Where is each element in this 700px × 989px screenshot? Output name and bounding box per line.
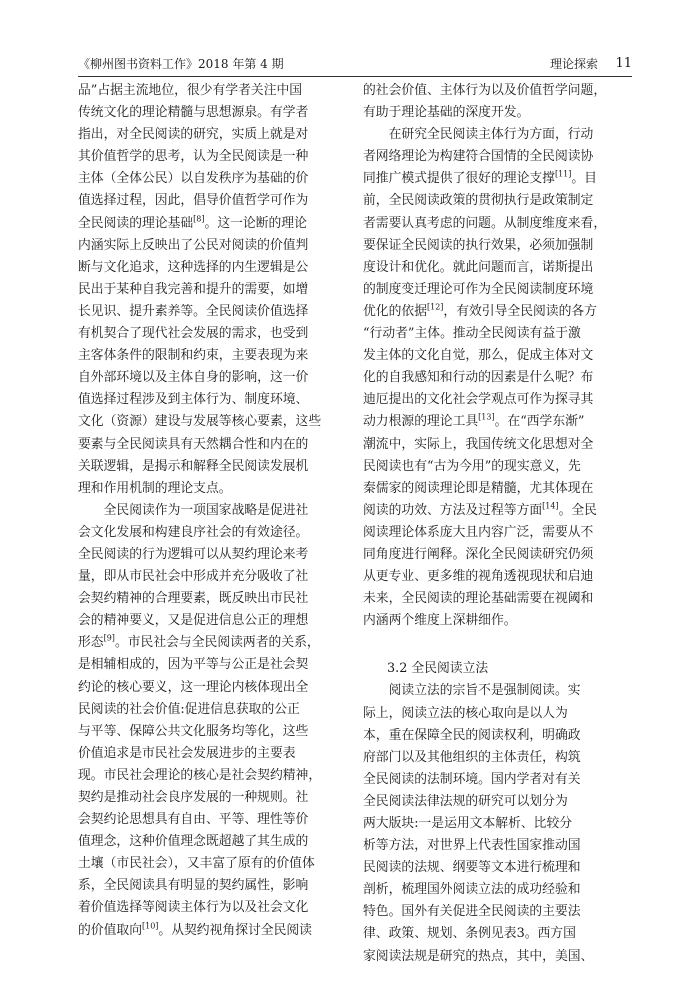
page-number: 11 (615, 56, 632, 71)
paragraph: 的社会价值、主体行为以及价值哲学问题， 有助于理论基础的深度开发。 (363, 83, 607, 121)
text-run: 。在“西学东渐” 潮流中，实际上，我国传统文化思想对全 民阅读也有“古为今用”的现实意义，先 秦儒家的阅读理论即是精髓，尤其体现在 阅读的功效、方法及过程等方面 (363, 414, 594, 518)
text-run: 全民阅读作为一项国家战略是促进社 会文化发展和构建良序社会的有效途径。 全民阅读的行为逻辑可以从契约理论来考 量，即从市民社会中形成并充分吸收了社 会契约精神的合理要素，既反映出市民社 会的精神要义，又是促进信息公正的理想 形态 (78, 502, 309, 651)
text-run: 品”占据主流地位，很少有学者关注中国 传统文化的理论精髓与思想源泉。有学者 指出，对全民阅读的研究，实质上就是对 其价值哲学的思考，认为全民阅读是一种 主体（全体公民）以自发秩序为基础的价 值选择过程，因此，倡导价值哲学可作为 全民阅读的理论基础 (78, 83, 309, 231)
right-column (363, 80, 632, 968)
citation-mark: [9] (103, 634, 115, 644)
paragraph (78, 80, 344, 500)
section-label: 理论探索 (549, 57, 598, 71)
left-column (78, 80, 344, 942)
citation-mark: [14] (542, 501, 559, 511)
text-run: 。目 前，全民阅读政策的贯彻执行是政策制定 者需要认真考虑的问题。从制度维度来看， 要保证全民阅读的执行效果，必须加强制 度设计和优化。就此问题而言，诺斯提出 的制度变迁理论可作为全民阅读制度环境 优化的依据 (363, 171, 607, 319)
paragraph: 阅读立法的宗旨不是强制阅读。实 际上，阅读立法的核心取向是以人为 本，重在保障全民的阅读权利，明确政 府部门以及其他组织的主体责任，构筑 全民阅读的法制环境。国内学者对有关 全民阅读法律法规的研究可以划分为 两大版块:一是运用文本解析、比较分 析等方法，对世界上代表性国家推动国 民阅读的法规、纲要等文本进行梳理和 剖析，梳理国外阅读立法的成功经验和 特色。国外有关促进全民阅读的主要法 律、政策、规划、条例见表3。西方国 家阅读法规是研究的热点，其中，美国、 (363, 683, 594, 964)
text-run: 。全民 阅读理论体系庞大且内容广泛，需要从不 同角度进行阐释。深化全民阅读研究仍须 从更专业、更多维的视角透视现状和启迪 未来，全民阅读的理论基础需要在视阈和 内涵两个维度上深耕细作。 (363, 502, 597, 629)
citation-mark: [8] (193, 214, 205, 224)
section-heading: 3.2 全民阅读立法 (387, 661, 489, 677)
citation-mark: [13] (478, 413, 495, 423)
journal-title: 《柳州图书资料工作》2018 年第 4 期 (78, 57, 284, 71)
citation-mark: [10] (141, 921, 159, 931)
text-run: ，有效引导全民阅读的各方 “行动者”主体。推动全民阅读有益于激 发主体的文化自觉，那么，促成主体对文 化的自我感知和行动的因素是什么呢？布 迪厄提出的文化社会学观点可作为探寻其 动力根源的理论工具 (363, 303, 597, 430)
text-run: 。从契约视角探讨全民阅读 (158, 922, 312, 938)
text-run: 在研究全民阅读主体行为方面，行动 者网络理论为构建符合国情的全民阅读协 同推广模式提供了很好的理论支撑 (363, 127, 594, 187)
paragraph (363, 124, 632, 632)
citation-mark: [12] (426, 302, 444, 312)
running-header (78, 56, 632, 77)
text-run: 。市民社会与全民阅读两者的关系， 是相辅相成的，因为平等与公正是社会契 约论的核心要义，这一理论内核体现出全 民阅读的社会价值:促进信息获取的公正 与平等、保障公共文化服务均等化，这些 价值追求是市民社会发展进步的主要表 现。市民社会理论的核心是社会契约精神， 契约是推动社会良序发展的一种规则。社 会契约论思想具有自由、平等、理性等价 值理念，这种价值理念既超越了其生成的 土壤（市民社会），又丰富了原有的价值体 系，全民阅读具有明显的契约属性，影响 着价值选择等阅读主体行为以及社会文化 的价值取向 (78, 635, 322, 938)
text-run: 。这一论断的理论 内涵实际上反映出了公民对阅读的价值判 断与文化追求，这种选择的内生逻辑是公 民出于某种自我完善和提升的需要，如增 长见识、提升素养等。全民阅读价值选择 有机契合了现代社会发展的需求，也受到 主客体条件的限制和约束，主要表现为来 自外部环境以及主体自身的影响，这一价 值选择过程涉及到主体行为、制度环境、 文化（资源）建设与发展等核心要素，这些 要素与全民阅读具有天然耦合性和内在的 关联逻辑，是揭示和解释全民阅读发展机 理和作用机制的理论支点。 (78, 215, 322, 496)
citation-mark: [11] (554, 170, 572, 180)
paragraph (78, 500, 344, 942)
